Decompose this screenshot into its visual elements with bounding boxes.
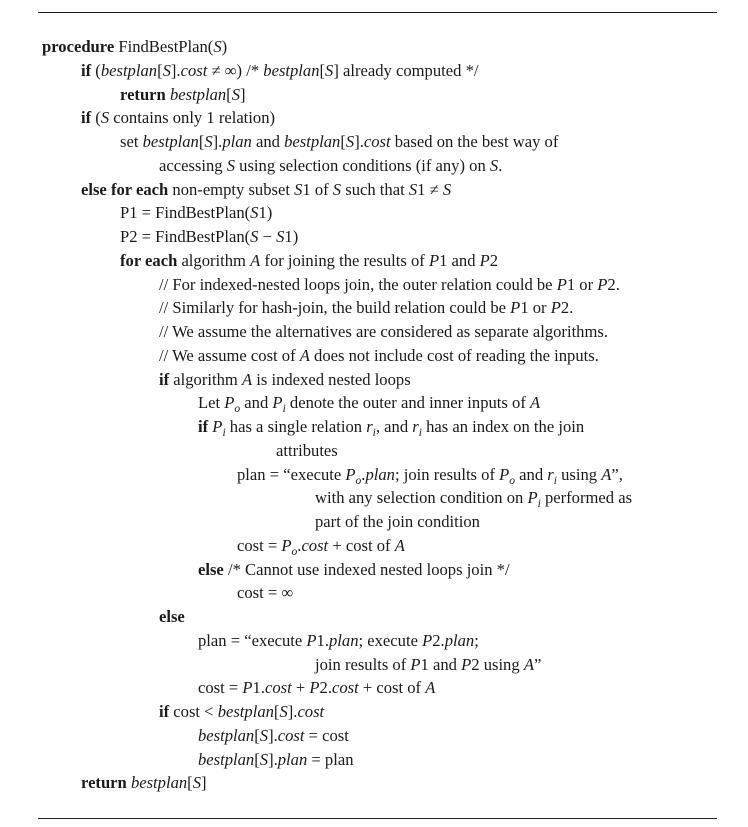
code-text: [ bbox=[319, 60, 326, 80]
code-text: [ bbox=[157, 60, 163, 80]
variable: A bbox=[530, 393, 541, 413]
code-text: , and bbox=[375, 417, 413, 436]
subscript: o bbox=[234, 403, 241, 416]
variable: S bbox=[332, 179, 342, 199]
variable: r bbox=[547, 464, 554, 484]
variable: P bbox=[461, 654, 472, 674]
variable: S bbox=[204, 132, 213, 151]
code-text: ] bbox=[201, 773, 207, 793]
code-line bbox=[159, 345, 599, 367]
code-line bbox=[159, 701, 324, 723]
keyword: if bbox=[159, 702, 170, 721]
code-text: . bbox=[361, 464, 366, 484]
variable: S bbox=[162, 60, 171, 80]
code-text: 1. bbox=[252, 678, 265, 698]
code-line bbox=[42, 36, 227, 58]
subscript: i bbox=[372, 427, 376, 439]
variable: S bbox=[325, 60, 334, 80]
variable: S bbox=[408, 179, 418, 199]
variable: S bbox=[250, 203, 259, 223]
variable: S bbox=[231, 84, 240, 104]
variable: P bbox=[345, 464, 356, 484]
variable: cost bbox=[264, 678, 292, 698]
code-line bbox=[159, 606, 185, 628]
code-text: denote the outer and inner inputs of bbox=[285, 393, 530, 413]
variable: P bbox=[597, 274, 608, 294]
code-text: 2 bbox=[489, 250, 499, 270]
code-line bbox=[81, 107, 275, 129]
code-text: attributes bbox=[276, 440, 338, 460]
code-line bbox=[159, 369, 411, 391]
code-text: performed as bbox=[540, 488, 633, 508]
code-text: using selection conditions (if any) on bbox=[235, 155, 490, 175]
variable: cost bbox=[180, 60, 208, 80]
code-text: /* Cannot use indexed nested loops join */ bbox=[223, 559, 510, 579]
code-line bbox=[159, 297, 573, 319]
code-text: algorithm bbox=[169, 369, 242, 389]
code-text: set bbox=[120, 132, 143, 151]
code-text: [ bbox=[254, 749, 260, 769]
variable: bestplan bbox=[169, 84, 227, 104]
code-line bbox=[198, 725, 349, 747]
code-text: and bbox=[515, 464, 548, 484]
code-text: cost = bbox=[237, 535, 282, 555]
code-line bbox=[81, 772, 207, 794]
variable: r bbox=[366, 417, 373, 436]
keyword: return bbox=[120, 84, 166, 104]
code-text: = plan bbox=[307, 749, 354, 769]
keyword: procedure bbox=[42, 37, 115, 56]
code-text: 1 of bbox=[302, 179, 333, 199]
code-line bbox=[198, 749, 354, 771]
variable: P bbox=[224, 393, 235, 413]
code-text: // We assume cost of bbox=[159, 345, 300, 365]
variable: r bbox=[412, 417, 419, 436]
code-line bbox=[198, 392, 540, 414]
code-line bbox=[159, 321, 608, 343]
bottom-rule bbox=[38, 818, 717, 819]
variable: S bbox=[250, 227, 259, 246]
code-text: plan = “execute bbox=[198, 630, 307, 650]
variable: P bbox=[410, 654, 421, 674]
code-text: [ bbox=[340, 132, 346, 151]
variable: cost bbox=[277, 725, 305, 745]
variable: S bbox=[279, 702, 288, 721]
variable: bestplan bbox=[284, 132, 341, 151]
variable: P bbox=[306, 630, 317, 650]
code-text: ]. bbox=[268, 749, 278, 769]
code-line bbox=[81, 60, 478, 82]
keyword: for each bbox=[120, 250, 178, 270]
variable: S bbox=[259, 725, 269, 745]
code-text: ; bbox=[474, 630, 479, 650]
code-text: ]. bbox=[212, 132, 223, 151]
code-text: ]. bbox=[287, 702, 298, 721]
variable: P bbox=[499, 464, 510, 484]
code-text: ]. bbox=[268, 725, 278, 745]
variable: cost bbox=[331, 678, 359, 698]
code-text: [ bbox=[198, 132, 205, 151]
code-text: ” bbox=[533, 654, 542, 674]
code-text: // Similarly for hash-join, the build relation could be bbox=[159, 298, 511, 318]
code-text: such that bbox=[341, 179, 409, 199]
code-text: non-empty subset bbox=[168, 179, 295, 199]
variable: S bbox=[259, 749, 269, 769]
keyword: else for each bbox=[81, 179, 169, 199]
code-text: ] bbox=[240, 84, 246, 104]
variable: S bbox=[442, 179, 452, 199]
code-text: 1 or bbox=[566, 274, 598, 294]
subscript: i bbox=[282, 403, 286, 416]
code-line bbox=[315, 511, 480, 533]
variable: cost bbox=[363, 132, 391, 151]
code-line bbox=[120, 250, 498, 272]
code-text: [ bbox=[273, 702, 280, 721]
variable: A bbox=[601, 464, 612, 484]
code-text: plan = “execute bbox=[237, 464, 346, 484]
code-line bbox=[315, 487, 632, 509]
code-text: 2. bbox=[319, 678, 332, 698]
code-text: = cost bbox=[304, 725, 349, 745]
variable: bestplan bbox=[198, 749, 255, 769]
variable: P bbox=[422, 630, 433, 650]
keyword: return bbox=[81, 773, 127, 793]
variable: A bbox=[299, 345, 310, 365]
variable: S bbox=[489, 155, 499, 175]
code-text: P1 = FindBestPlan( bbox=[120, 203, 251, 223]
variable: cost bbox=[297, 702, 325, 721]
code-text: [ bbox=[254, 725, 260, 745]
variable: plan bbox=[329, 630, 359, 650]
code-text: is indexed nested loops bbox=[252, 369, 411, 389]
variable: P bbox=[556, 274, 567, 294]
code-text: with any selection condition on bbox=[315, 488, 528, 508]
variable: S bbox=[100, 108, 110, 128]
variable: A bbox=[250, 250, 261, 270]
code-text: [ bbox=[187, 773, 193, 793]
keyword: else bbox=[198, 559, 224, 579]
variable: bestplan bbox=[198, 725, 255, 745]
code-text: // We assume the alternatives are considered as separate algorithms. bbox=[159, 322, 608, 341]
code-text: based on the best way of bbox=[390, 132, 559, 151]
variable: S bbox=[192, 773, 201, 793]
subscript: i bbox=[222, 427, 226, 439]
variable: bestplan bbox=[142, 132, 199, 151]
code-text: cost = ∞ bbox=[237, 583, 294, 603]
variable: P bbox=[479, 250, 490, 270]
variable: A bbox=[523, 654, 534, 674]
code-text: 1 and bbox=[420, 654, 462, 674]
variable: bestplan bbox=[130, 773, 188, 793]
code-text: − bbox=[258, 227, 277, 246]
code-text: + cost of bbox=[358, 678, 426, 698]
code-line bbox=[198, 559, 510, 581]
variable: bestplan bbox=[263, 60, 320, 80]
code-text: has an index on the join bbox=[421, 417, 585, 436]
code-text: and bbox=[240, 393, 273, 413]
variable: P bbox=[510, 298, 521, 318]
code-text: ; execute bbox=[358, 630, 423, 650]
variable: S bbox=[226, 155, 236, 175]
code-text: + cost of bbox=[328, 535, 395, 555]
code-text: has a single relation bbox=[225, 417, 367, 436]
code-text: 2. bbox=[560, 298, 574, 318]
code-text: 1. bbox=[316, 630, 329, 650]
code-line bbox=[120, 84, 246, 106]
variable: P bbox=[272, 393, 283, 413]
code-text: ≠ ∞) /* bbox=[207, 60, 264, 80]
code-text: contains only 1 relation) bbox=[109, 108, 276, 128]
code-text: ] already computed */ bbox=[333, 60, 479, 80]
variable: plan bbox=[222, 132, 252, 151]
code-line bbox=[120, 202, 272, 224]
variable: bestplan bbox=[100, 60, 158, 80]
variable: P bbox=[550, 298, 561, 318]
code-text: ]. bbox=[354, 132, 364, 151]
keyword: else bbox=[159, 607, 185, 626]
code-text: 2. bbox=[607, 274, 620, 294]
code-text: and bbox=[251, 132, 285, 151]
keyword: if bbox=[81, 60, 92, 80]
code-text: join results of bbox=[315, 654, 411, 674]
code-line bbox=[198, 677, 435, 699]
code-line bbox=[237, 464, 623, 486]
variable: P bbox=[309, 678, 320, 698]
code-text: algorithm bbox=[177, 250, 251, 270]
code-line bbox=[159, 274, 620, 296]
code-text: ”, bbox=[611, 464, 623, 484]
code-line bbox=[315, 654, 541, 676]
code-line bbox=[237, 535, 405, 557]
subscript: i bbox=[553, 474, 557, 487]
code-text: 1) bbox=[258, 203, 273, 223]
code-text: for joining the results of bbox=[260, 250, 429, 270]
variable: bestplan bbox=[217, 702, 274, 721]
keyword: if bbox=[159, 369, 170, 389]
code-text: + bbox=[291, 678, 310, 698]
subscript: o bbox=[355, 474, 362, 487]
code-text: ) bbox=[221, 37, 228, 56]
subscript: o bbox=[291, 545, 298, 558]
code-text: using bbox=[556, 464, 602, 484]
variable: P bbox=[242, 678, 253, 698]
variable: S bbox=[294, 179, 303, 199]
variable: A bbox=[241, 369, 253, 389]
variable: P bbox=[428, 250, 440, 270]
variable: S bbox=[345, 132, 355, 151]
code-text: ; join results of bbox=[394, 464, 500, 484]
subscript: i bbox=[418, 427, 422, 439]
code-text: ( bbox=[91, 108, 101, 128]
code-text: part of the join condition bbox=[315, 512, 480, 531]
variable: P bbox=[212, 417, 223, 436]
code-text: 1 or bbox=[520, 298, 551, 318]
variable: cost bbox=[301, 535, 329, 555]
code-text: . bbox=[498, 155, 503, 175]
code-text: 2 using bbox=[471, 654, 524, 674]
code-line bbox=[120, 226, 298, 248]
code-text: [ bbox=[226, 84, 232, 104]
variable: plan bbox=[444, 630, 475, 650]
code-text: cost = bbox=[198, 678, 243, 698]
subscript: o bbox=[509, 474, 516, 487]
variable: P bbox=[281, 535, 292, 555]
variable: A bbox=[425, 678, 436, 698]
code-line bbox=[276, 440, 338, 462]
code-text: 1) bbox=[284, 227, 299, 246]
variable: S bbox=[276, 227, 285, 246]
code-text: accessing bbox=[159, 155, 227, 175]
code-line bbox=[237, 582, 293, 604]
keyword: if bbox=[198, 417, 209, 436]
code-text: P2 = FindBestPlan( bbox=[120, 227, 251, 246]
variable: S bbox=[213, 37, 222, 56]
code-text: ( bbox=[91, 60, 101, 80]
variable: A bbox=[394, 535, 405, 555]
keyword: if bbox=[81, 108, 92, 128]
variable: P bbox=[527, 488, 538, 508]
code-text: . bbox=[297, 535, 302, 555]
subscript: i bbox=[537, 498, 541, 511]
code-text: 1 and bbox=[439, 250, 480, 270]
code-line bbox=[198, 630, 479, 652]
variable: plan bbox=[277, 749, 308, 769]
code-text: 1 ≠ bbox=[417, 179, 443, 199]
variable: plan bbox=[365, 464, 395, 484]
code-line bbox=[81, 179, 451, 201]
code-text: ]. bbox=[170, 60, 181, 80]
code-text: // For indexed-nested loops join, the outer relation could be bbox=[159, 274, 557, 294]
code-line bbox=[120, 131, 558, 153]
code-text: FindBestPlan( bbox=[114, 37, 214, 56]
code-text: 2. bbox=[432, 630, 445, 650]
code-line bbox=[198, 416, 584, 438]
code-text: does not include cost of reading the inputs. bbox=[309, 345, 599, 365]
code-text: Let bbox=[198, 393, 225, 413]
code-text: cost < bbox=[169, 702, 218, 721]
code-line bbox=[159, 155, 502, 177]
